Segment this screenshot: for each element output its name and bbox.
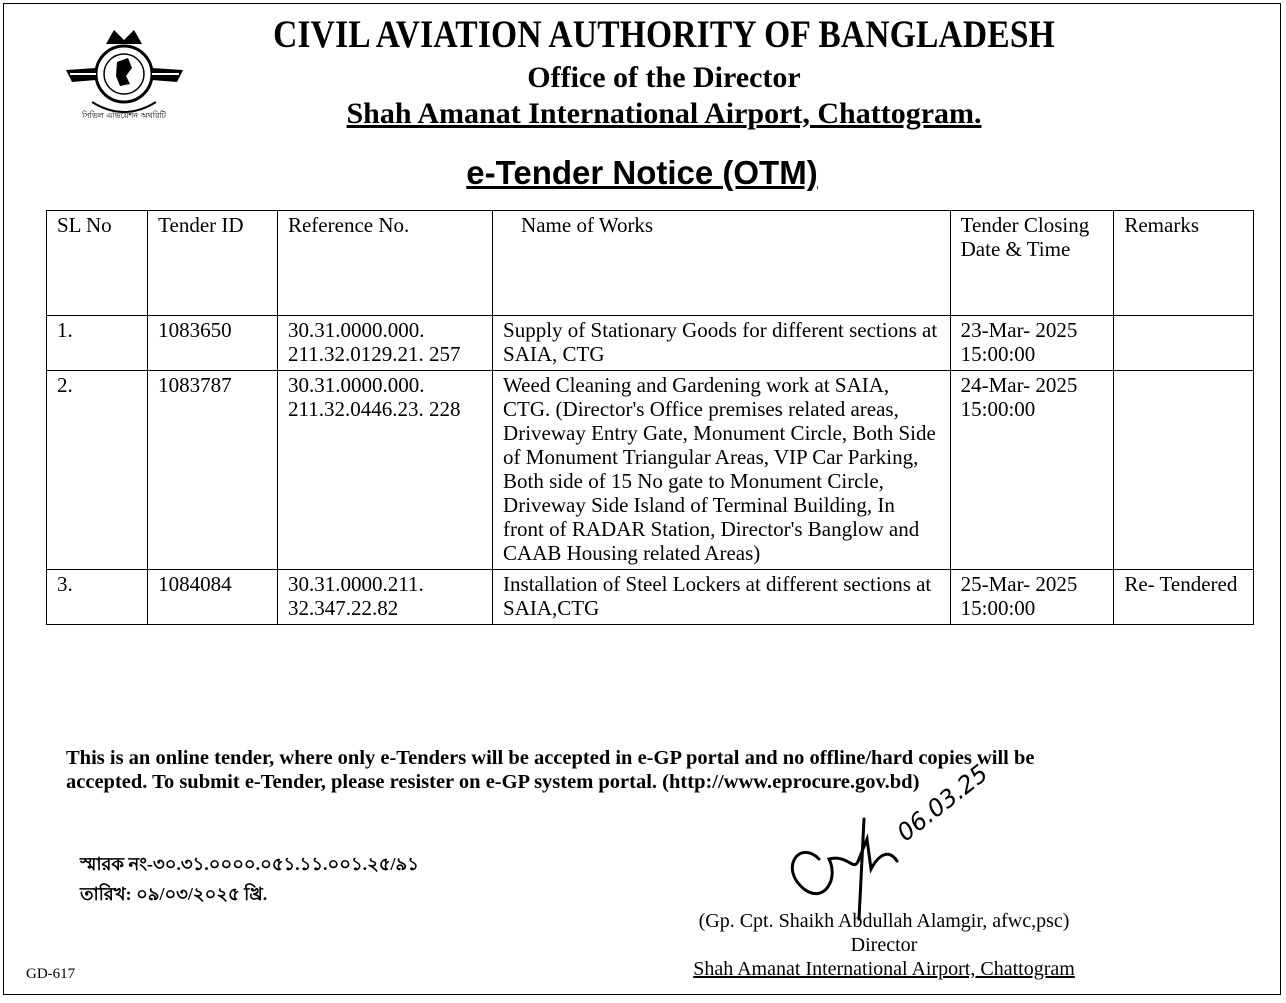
row-tender-id: 1083787 — [148, 371, 278, 570]
signatory-designation: Director — [850, 934, 918, 956]
memo-date: তারিখ: ০৯/০৩/২০২৫ খ্রি. — [80, 884, 268, 904]
row-tender-id: 1083650 — [148, 316, 278, 371]
office-title: Office of the Director — [527, 61, 801, 94]
online-tender-note: This is an online tender, where only e-Tenders will be accepted in e-GP portal and no offline/hard copies will be accepted. To submit e-Tender, please resister on e-GP system portal. (http://www.eprocure.gov.bd) — [66, 747, 1035, 793]
row-closing: 24-Mar- 2025 15:00:00 — [950, 371, 1114, 570]
row-reference: 30.31.0000.211. 32.347.22.82 — [277, 570, 492, 625]
header — [204, 12, 1124, 131]
header-remarks: Remarks — [1114, 211, 1254, 316]
organization-title: CIVIL AVIATION AUTHORITY OF BANGLADESH — [273, 13, 1055, 56]
row-sl: 3. — [47, 570, 148, 625]
signature-date: 06.03.25 — [891, 759, 994, 847]
row-remarks — [1114, 371, 1254, 570]
row-reference: 30.31.0000.000. 211.32.0446.23. 228 — [277, 371, 492, 570]
logo-text: সিভিল এভিয়েশন অথরিটি — [81, 111, 167, 120]
notice-title: e-Tender Notice (OTM) — [466, 154, 818, 191]
airport-title: Shah Amanat International Airport, Chattogram. — [346, 97, 982, 130]
header-works: Name of Works — [493, 211, 951, 316]
header-closing: Tender Closing Date & Time — [950, 211, 1114, 316]
tender-notice-page — [3, 3, 1281, 995]
signatory-office: Shah Amanat International Airport, Chattogram — [693, 958, 1075, 980]
row-remarks: Re- Tendered — [1114, 570, 1254, 625]
table-row — [47, 570, 1254, 625]
tender-table — [46, 210, 1254, 625]
row-remarks — [1114, 316, 1254, 371]
row-closing: 25-Mar- 2025 15:00:00 — [950, 570, 1114, 625]
header-reference: Reference No. — [277, 211, 492, 316]
table-row — [47, 316, 1254, 371]
row-sl: 2. — [47, 371, 148, 570]
document-code: GD-617 — [26, 966, 76, 982]
signatory-block — [604, 909, 1164, 981]
caab-logo-icon — [62, 22, 187, 127]
row-works: Supply of Stationary Goods for different sections at SAIA, CTG — [493, 316, 951, 371]
table-row — [47, 371, 1254, 570]
row-sl: 1. — [47, 316, 148, 371]
memo-number: স্মারক নং-৩০.৩১.০০০০.০৫১.১১.০০১.২৫/৯১ — [80, 854, 419, 874]
row-works: Weed Cleaning and Gardening work at SAIA, CTG. (Director's Office premises related areas, Driveway Entry Gate, Monument Circle, Both Side of Monument Triangular Areas, VIP Car Parking, Both side of 15 No gate to Monument Circle, Driveway Side Island of Terminal Building, In front of RADAR Station, Director's Banglow and CAAB Housing related Areas) — [493, 371, 951, 570]
row-works: Installation of Steel Lockers at different sections at SAIA,CTG — [493, 570, 951, 625]
memo-block — [80, 849, 419, 909]
header-tender-id: Tender ID — [148, 211, 278, 316]
table-header-row — [47, 211, 1254, 316]
row-tender-id: 1084084 — [148, 570, 278, 625]
header-sl: SL No — [47, 211, 148, 316]
row-closing: 23-Mar- 2025 15:00:00 — [950, 316, 1114, 371]
signatory-name: (Gp. Cpt. Shaikh Abdullah Alamgir, afwc,psc) — [698, 910, 1070, 932]
row-reference: 30.31.0000.000. 211.32.0129.21. 257 — [277, 316, 492, 371]
